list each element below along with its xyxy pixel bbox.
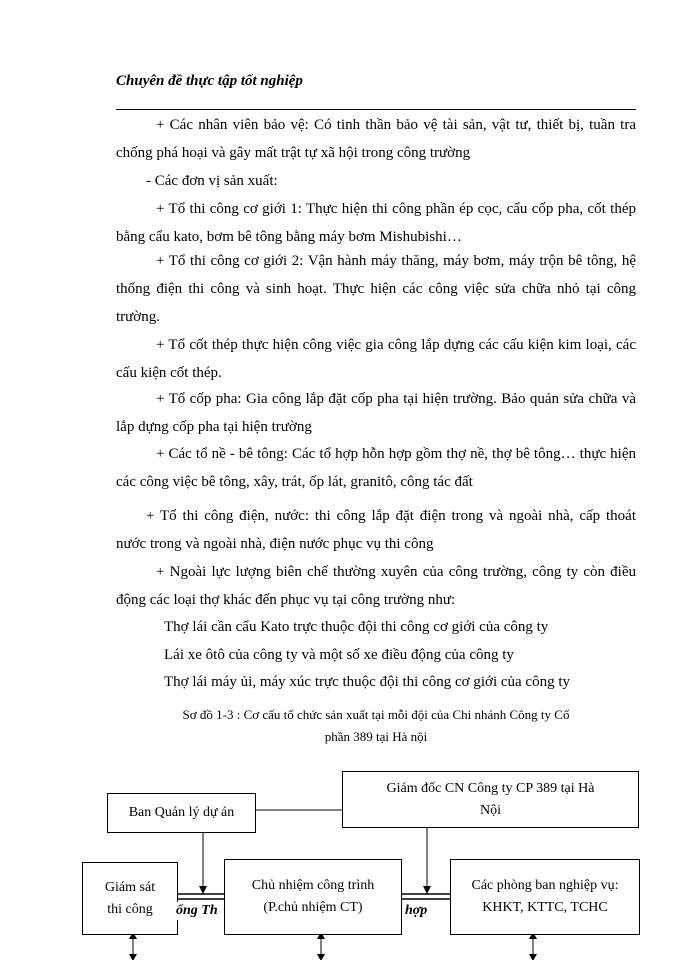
box-supervision [82,862,178,935]
box-project-manager-line1: Chủ nhiệm công trình [251,878,375,893]
box-departments-line2: KHKT, KTTC, TCHC [482,900,608,915]
paragraph-mechanical-team-2: + Tổ thi công cơ giới 2: Vận hành máy thăng, máy bơm, máy trộn bê tông, hệ thống điện thi công và sinh hoạt. Thực hiện các công việc sửa chữa nhỏ tại công trường. [116,253,636,325]
paragraph-masonry-team: + Các tổ nề - bê tông: Các tổ hợp hỗn hợp gồm thợ nề, thợ bê tông… thực hiện các công việc bê tông, xây, trát, ốp lát, granitô, công tác đất [116,446,636,490]
box-branch-director-line1: Giám đốc CN Công ty CP 389 tại Hà [386,780,595,796]
paragraph-production-units: - Các đơn vị sản xuất: [146,173,278,189]
paragraph-rebar-team: + Tổ cốt thép thực hiện công việc gia công lắp dựng các cấu kiện kim loại, các cấu kiện cốt thép. [116,337,636,381]
list-item-excavator-operator: Thợ lái máy ủi, máy xúc trực thuộc đội thi công cơ giới của công ty [164,674,570,690]
document-header-title: Chuyên đề thực tập tốt nghiệp [116,73,303,89]
overlay-text-left: ổng Th [176,903,218,918]
arrow-departments-down [529,954,537,960]
box-project-board-label: Ban Quản lý dự án [128,805,235,820]
paragraph-additional-workers: + Ngoài lực lượng biên chế thường xuyên của công trường, công ty còn điều động các loại thợ khác đến phục vụ tại công trường như: [116,564,636,608]
box-branch-director [342,771,639,828]
box-branch-director-line2: Nội [479,802,501,818]
box-project-manager [224,859,402,935]
overlay-text-right: hợp [405,903,428,918]
paragraph-security-staff: + Các nhân viên bảo vệ: Có tinh thần bảo vệ tài sản, vật tư, thiết bị, tuần tra chống phá hoại và gây mất trật tự xã hội trong công trường [116,117,636,161]
box-departments [450,859,640,935]
arrow-supervision-down [129,954,137,960]
diagram-caption-line2: phần 389 tại Hà nội [324,729,428,744]
box-departments-line1: Các phòng ban nghiệp vụ: [471,878,619,893]
diagram-caption-line1: Sơ đồ 1-3 : Cơ cấu tổ chức sản xuất tại mỗi đội của Chi nhánh Công ty Cổ [182,707,570,722]
box-supervision-line1: Giám sát [104,879,156,895]
paragraph-mechanical-team-1: + Tổ thi công cơ giới 1: Thực hiện thi công phần ép cọc, cẩu cốp pha, cốt thép bằng cẩu kato, bơm bê tông bằng máy bơm Mishubishi… [116,201,636,245]
paragraph-electric-water-team: + Tổ thi công điện, nước: thi công lắp đặt điện trong và ngoài nhà, cấp thoát nước trong và ngoài nhà, điện nước phục vụ thi công [116,508,636,552]
box-project-manager-line2: (P.chủ nhiệm CT) [263,900,363,915]
box-project-board [107,793,256,833]
list-item-crane-operator: Thợ lái cần cẩu Kato trực thuộc đội thi công cơ giới của công ty [164,619,549,635]
paragraph-formwork-team: + Tổ cốp pha: Gia công lắp đặt cốp pha tại hiện trường. Bảo quản sửa chữa và lắp dựng cốp pha tại hiện trường [116,391,636,435]
list-item-drivers: Lái xe ôtô của công ty và một số xe điều động của công ty [164,647,514,663]
box-supervision-line2: thi công [107,901,153,917]
arrow-manager-down [317,954,325,960]
